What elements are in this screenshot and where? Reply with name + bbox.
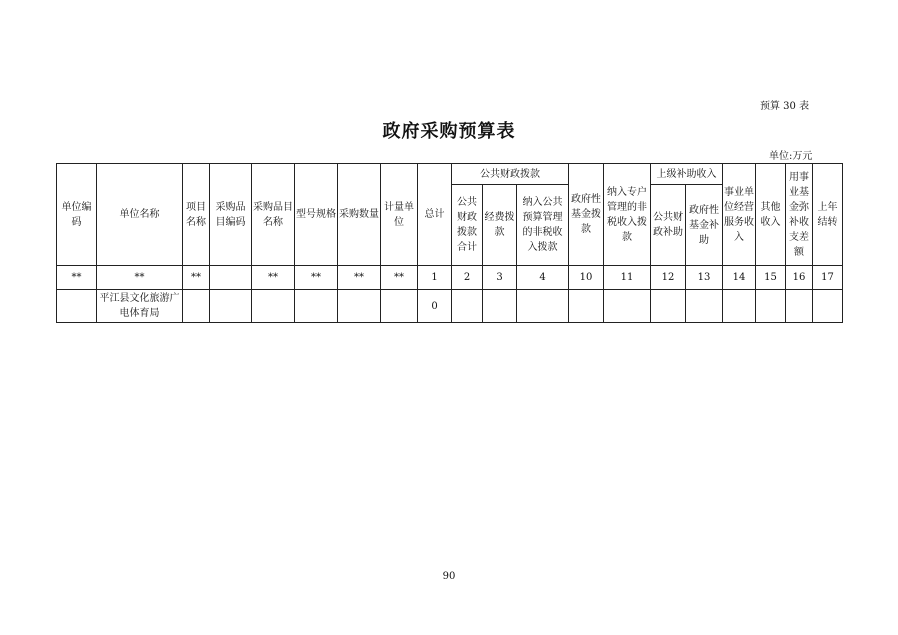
cell-empty: [295, 290, 338, 323]
header-unit-name: 单位名称: [97, 164, 183, 266]
number-cell: **: [295, 266, 338, 290]
header-other-income: 其他收入: [756, 164, 786, 266]
cell-unit-name: 平江县文化旅游广电体育局: [97, 290, 183, 323]
number-cell: 12: [651, 266, 686, 290]
header-quantity: 采购数量: [338, 164, 381, 266]
cell-empty: [252, 290, 295, 323]
form-number: 预算 30 表: [760, 101, 810, 112]
cell-empty: [483, 290, 517, 323]
cell-empty: [651, 290, 686, 323]
header-operating-funds: 经费拨款: [483, 185, 517, 266]
cell-unit-code: [57, 290, 97, 323]
header-model-spec: 型号规格: [295, 164, 338, 266]
cell-empty: [517, 290, 569, 323]
header-special-nontax: 纳入专户管理的非税收入拨款: [604, 164, 651, 266]
header-project-name: 项目名称: [183, 164, 210, 266]
number-cell: 17: [813, 266, 843, 290]
cell-empty: [786, 290, 813, 323]
cell-empty: [338, 290, 381, 323]
page-title: 政府采购预算表: [382, 121, 516, 142]
number-cell: **: [97, 266, 183, 290]
header-gov-fund: 政府性基金拨款: [569, 164, 604, 266]
unit-label: 单位:万元: [769, 151, 813, 162]
number-cell: 2: [452, 266, 483, 290]
number-cell: 3: [483, 266, 517, 290]
header-total: 总计: [418, 164, 452, 266]
page-number: 90: [442, 571, 456, 582]
number-cell: 1: [418, 266, 452, 290]
number-cell: **: [381, 266, 418, 290]
number-cell: **: [57, 266, 97, 290]
cell-empty: [686, 290, 723, 323]
header-gov-fund-subsidy: 政府性基金补助: [686, 185, 723, 266]
number-cell: 10: [569, 266, 604, 290]
number-cell: 14: [723, 266, 756, 290]
header-item-name: 采购品目名称: [252, 164, 295, 266]
table-row: [57, 290, 843, 323]
cell-empty: [381, 290, 418, 323]
number-cell: 11: [604, 266, 651, 290]
header-item-code: 采购品目编码: [210, 164, 252, 266]
header-row: [57, 164, 843, 185]
header-measure-unit: 计量单位: [381, 164, 418, 266]
cell-empty: [604, 290, 651, 323]
header-reserve-deficit: 用事业基金弥补收支差额: [786, 164, 813, 266]
number-cell: **: [183, 266, 210, 290]
number-row: [57, 266, 843, 290]
number-cell: 15: [756, 266, 786, 290]
cell-empty: [813, 290, 843, 323]
header-public-finance-subsidy: 公共财政补助: [651, 185, 686, 266]
header-business-income: 事业单位经营服务收入: [723, 164, 756, 266]
number-cell: **: [338, 266, 381, 290]
header-public-finance: 公共财政拨款: [452, 164, 569, 185]
header-nontax-budget: 纳入公共预算管理的非税收入拨款: [517, 185, 569, 266]
number-cell: 4: [517, 266, 569, 290]
cell-empty: [210, 290, 252, 323]
header-carryover: 上年结转: [813, 164, 843, 266]
cell-empty: [723, 290, 756, 323]
header-unit-code: 单位编码: [57, 164, 97, 266]
cell-total: 0: [418, 290, 452, 323]
cell-empty: [183, 290, 210, 323]
number-cell: 16: [786, 266, 813, 290]
header-public-finance-subtotal: 公共财政拨款合计: [452, 185, 483, 266]
cell-empty: [569, 290, 604, 323]
header-superior-subsidy: 上级补助收入: [651, 164, 723, 185]
cell-empty: [452, 290, 483, 323]
procurement-budget-table: [56, 163, 843, 323]
number-cell: 13: [686, 266, 723, 290]
number-cell: **: [252, 266, 295, 290]
number-cell: [210, 266, 252, 290]
cell-empty: [756, 290, 786, 323]
